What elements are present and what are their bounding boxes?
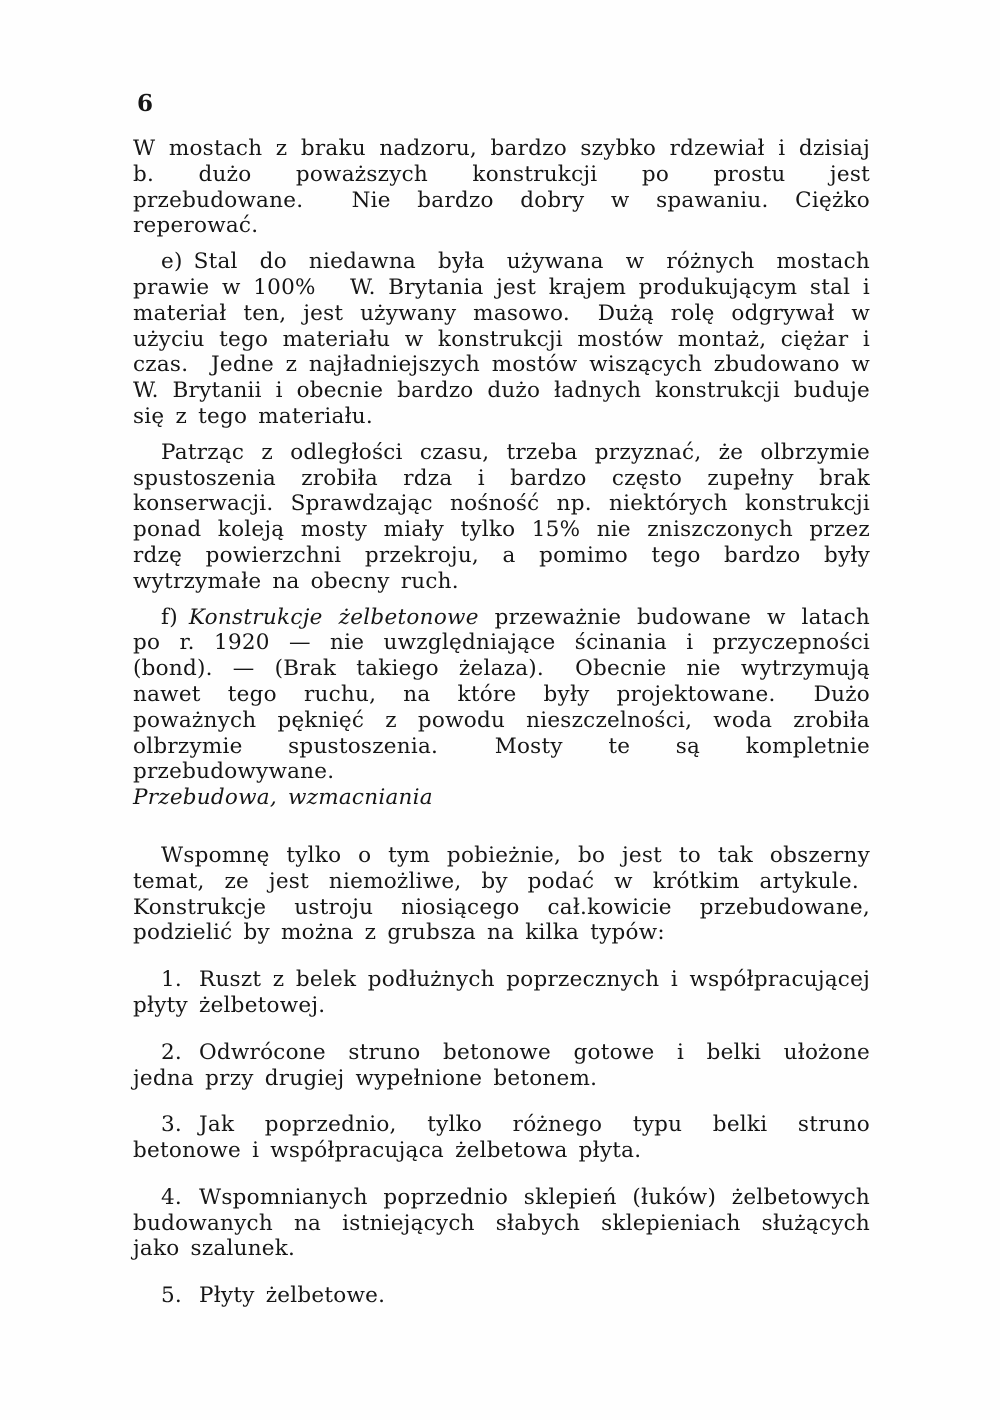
section-heading: Przebudowa, wzmacniania xyxy=(133,785,433,811)
list-item-4-number: 4. xyxy=(161,1184,183,1210)
list-item-1-text: Ruszt z belek podłużnych poprzecznych i współpracującej płyty żelbetowej. xyxy=(133,967,870,1018)
paragraph-rebuild-intro: Wspomnę tylko o tym pobieżnie, bo jest to tak obszerny temat, ze jest niemożliwe, by podać w krótkim artykule. Konstrukcje ustroju niosiącego cał.kowicie przebudowane, podzielić by można z grubsza na kilka typów: xyxy=(133,842,870,946)
list-item-1-number: 1. xyxy=(161,967,183,993)
list-item-3 xyxy=(133,1112,870,1164)
paragraph-f-rest: przeważnie budowane w latach po r. 1920 — nie uwzględniające ścinania i przyczepności (bond). — (Brak takiego żelaza). Obecnie nie wytrzymują nawet tego ruchu, na które były projektowane. Dużo poważnych pęknięć z powodu nieszczelności, woda zrobiła olbrzymie spustoszenia. Mosty te są kompletnie przebudowywane. xyxy=(133,604,870,785)
paragraph-rust-retrospect: Patrząc z odległości czasu, trzeba przyznać, że olbrzymie spustoszenia zrobiła rdza i bardzo często zupełny brak konserwacji. Sprawdzając nośność np. niektórych konstrukcji ponad koleją mosty miały tylko 15% nie zniszczonych przez rdzę powierzchni przekroju, a pomimo tego bardzo były wytrzymałe na obecny ruch. xyxy=(133,439,870,594)
paragraph-f-concrete xyxy=(133,605,870,786)
list-item-5-number: 5. xyxy=(161,1283,183,1309)
text-body xyxy=(133,136,870,1309)
list-item-2-text: Odwrócone struno betonowe gotowe i belki ułożone jedna przy drugiej wypełnione betonem. xyxy=(133,1039,870,1091)
paragraph-e-steel: e) Stal do niedawna była używana w różnych mostach prawie w 100% W. Brytania jest krajem produkującym stal i materiał ten, jest używany masowo. Dużą rolę odgrywał w użyciu tego materiału w konstrukcji mostów montaż, ciężar i czas. Jedne z najładniejszych mostów wiszących zbudowano w W. Brytanii i obecnie bardzo dużo ładnych konstrukcji buduje się z tego materiału. xyxy=(133,249,870,429)
list-item-4 xyxy=(133,1185,870,1262)
list-item-3-text: Jak poprzednio, tylko różnego typu belki struno betonowe i współpracująca żelbetowa płyta. xyxy=(133,1112,870,1164)
page-number: 6 xyxy=(137,90,154,117)
list-item-5 xyxy=(133,1283,870,1309)
list-item-4-text: Wspomnianych poprzednio sklepień (łuków) żelbetowych budowanych na istniejących słabych sklepieniach służących jako szalunek. xyxy=(133,1184,870,1262)
paragraph-f-italic-term: Konstrukcje żelbetonowe xyxy=(188,604,479,630)
paragraph-rust-intro: W mostach z braku nadzoru, bardzo szybko rdzewiał i dzisiaj b. dużo poważszych konstrukcji po prostu jest przebudowane. Nie bardzo dobry w spawaniu. Ciężko reperować. xyxy=(133,136,870,239)
paragraph-f-prefix: f) xyxy=(161,604,189,630)
list-item-5-text: Płyty żelbetowe. xyxy=(199,1283,386,1309)
list-item-3-number: 3. xyxy=(161,1112,183,1138)
list-item-1 xyxy=(133,967,870,1019)
list-item-2-number: 2. xyxy=(161,1039,183,1065)
list-item-2 xyxy=(133,1040,870,1092)
